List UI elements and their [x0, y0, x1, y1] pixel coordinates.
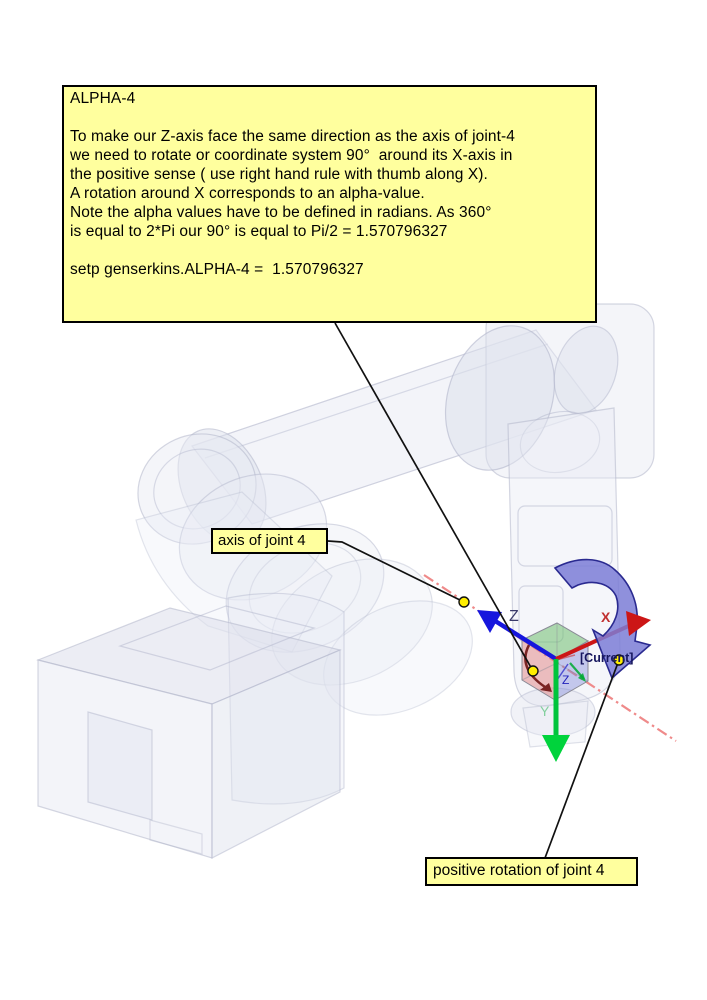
x-axis-label: X	[601, 609, 611, 625]
note-line: Note the alpha values have to be defined in radians. As 360°	[70, 204, 492, 221]
note-line: ALPHA-4	[70, 90, 136, 107]
marker-origin-point	[528, 666, 538, 676]
y-axis-faint-label: Y	[540, 703, 550, 719]
note-line: setp genserkins.ALPHA-4 = 1.570796327	[70, 261, 364, 278]
note-line: To make our Z-axis face the same direction as the axis of joint-4	[70, 128, 516, 145]
note-line	[70, 108, 591, 127]
note-line: the positive sense ( use right hand rule with thumb along X).	[70, 166, 488, 183]
axis-of-joint4-callout	[211, 528, 328, 554]
x-axis-arrowhead	[626, 611, 651, 636]
note-line: A rotation around X corresponds to an alpha-value.	[70, 185, 425, 202]
z-axis-label: Z	[509, 608, 519, 625]
axis-of-joint4-text: axis of joint 4	[218, 532, 306, 549]
alpha4-note-box	[62, 85, 597, 323]
robot-arm	[38, 304, 654, 858]
current-frame-label: [Current]	[580, 651, 634, 665]
note-line	[70, 241, 591, 260]
positive-rotation-text: positive rotation of joint 4	[433, 862, 605, 879]
positive-rotation-callout	[425, 857, 638, 886]
y-axis-arrowhead	[542, 735, 570, 762]
robot-base-notch	[88, 712, 152, 820]
small-z-label: Z	[562, 673, 570, 687]
note-line: we need to rotate or coordinate system 90° around its X-axis in	[70, 147, 513, 164]
note-line: is equal to 2*Pi our 90° is equal to Pi/2 = 1.570796327	[70, 223, 448, 240]
marker-axis-point	[459, 597, 469, 607]
